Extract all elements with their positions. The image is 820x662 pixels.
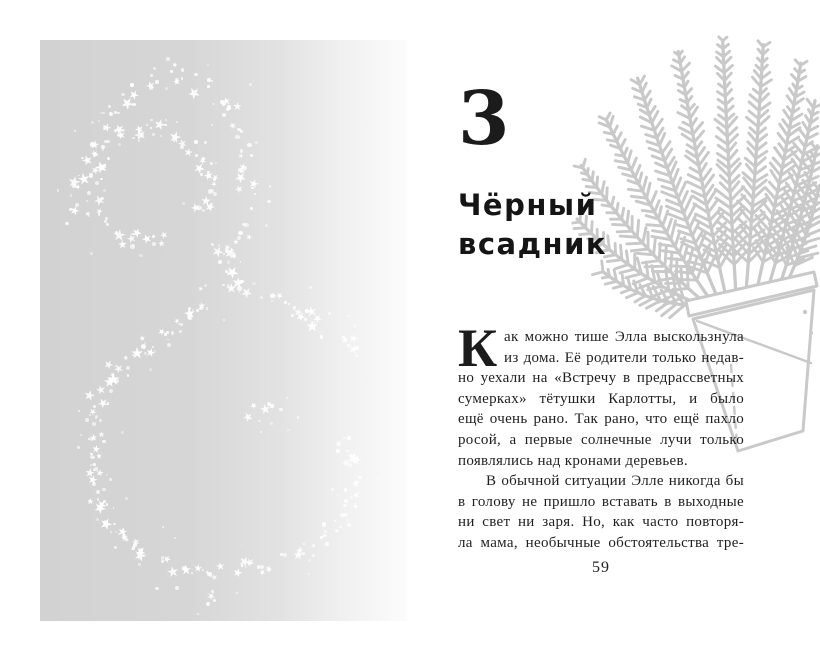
- body-line: появлялись над кронами деревьев.: [458, 452, 688, 469]
- drop-cap: К: [458, 318, 498, 378]
- body-line: сумерках» тётушки Карлотты, и было: [458, 390, 744, 407]
- body-line: ла мама, необычные обстоятельства тре-: [458, 534, 744, 551]
- body-line: ещё очень рано. Так рано, что ещё пахло: [458, 411, 744, 428]
- body-line: В обычной ситуации Элле никогда бы: [486, 473, 744, 490]
- body-line: ни свет ни заря. Но, как часто повторя-: [458, 514, 744, 531]
- chapter-title-line: Чёрный: [458, 188, 598, 222]
- page-number: 59: [592, 559, 610, 576]
- body-line: в голову не пришло вставать в выходные: [458, 493, 744, 510]
- chapter-title: [458, 186, 744, 264]
- body-text: [458, 318, 744, 554]
- chapter-number: 3: [458, 76, 510, 162]
- body-line: ак можно тише Элла выскользнула: [504, 329, 744, 345]
- body-line: из дома. Её родители только недав-: [504, 349, 744, 366]
- body-line: но уехали на «Встречу в предрассветных: [458, 370, 744, 387]
- body-line: росой, а первые солнечные лучи только: [458, 431, 744, 448]
- chapter-title-line: всадник: [458, 227, 608, 261]
